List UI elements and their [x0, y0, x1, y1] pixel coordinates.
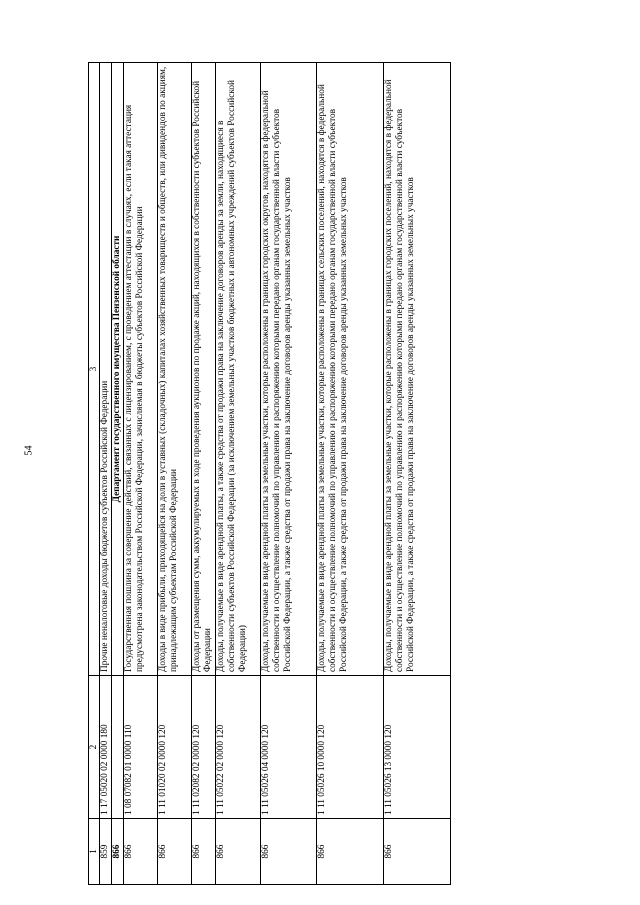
description-cell: Доходы, получаемые в виде арендной платы, а также средства от продажи права на заключение договоров аренды за земли, находящиеся в собственности субъектов Российской Федерации (за исключением земельных участков бюджетных и автономных учреждений субъектов Российской Федерации) — [216, 63, 261, 676]
table-row — [317, 63, 384, 885]
description-cell: Департамент государственного имущества Пензенской области — [112, 63, 124, 676]
description-cell: Доходы, получаемые в виде арендной платы за земельные участки, которые расположены в границах городских округов, находятся в федеральной собственности и осуществление полномочий по управлению и распоряжению которыми передано органам государственной власти субъектов Российской Федерации, а также средства от продажи права на заключение договоров аренды указанных земельных участков — [261, 63, 317, 676]
table-row — [216, 63, 261, 885]
revenue-code-cell: 1 11 05026 13 0000 120 — [384, 676, 451, 819]
header-cell: 3 — [89, 63, 100, 676]
rotated-table-container — [88, 63, 530, 885]
revenue-code-cell: 1 11 01020 02 0000 120 — [158, 676, 192, 819]
table-row — [158, 63, 192, 885]
table-row — [192, 63, 216, 885]
admin-code-cell: 866 — [192, 819, 216, 885]
revenue-code-cell: 1 11 05022 02 0000 120 — [216, 676, 261, 819]
description-cell: Доходы, получаемые в виде арендной платы за земельные участки, которые расположены в границах сельских поселений, находятся в федеральной собственности и осуществление полномочий по управлению и распоряжению которыми передано органам государственной власти субъектов Российской Федерации, а также средства от продажи права на заключение договоров аренды указанных земельных участков — [317, 63, 384, 676]
admin-code-cell: 866 — [112, 819, 124, 885]
description-cell: Доходы, получаемые в виде арендной платы за земельные участки, которые расположены в границах городских поселений, находятся в федеральной собственности и осуществление полномочий по управлению и распоряжению которыми передано органам государственной власти субъектов Российской Федерации, а также средства от продажи права на заключение договоров аренды указанных земельных участков — [384, 63, 451, 676]
table-row — [384, 63, 451, 885]
admin-code-cell: 866 — [317, 819, 384, 885]
admin-code-cell: 866 — [216, 819, 261, 885]
table-row — [124, 63, 158, 885]
revenue-code-cell: 1 11 02082 02 0000 120 — [192, 676, 216, 819]
header-cell: 1 — [89, 819, 100, 885]
department-row — [112, 63, 124, 885]
admin-code-cell: 866 — [158, 819, 192, 885]
revenue-code-cell: 1 11 05026 04 0000 120 — [261, 676, 317, 819]
admin-code-cell: 866 — [384, 819, 451, 885]
revenue-codes-table — [88, 62, 451, 885]
revenue-code-cell: 1 08 07082 01 0000 110 — [124, 676, 158, 819]
header-row — [89, 63, 100, 885]
header-cell: 2 — [89, 676, 100, 819]
revenue-code-cell — [112, 676, 124, 819]
revenue-code-cell: 1 11 05026 10 0000 120 — [317, 676, 384, 819]
admin-code-cell: 866 — [124, 819, 158, 885]
page-number: 54 — [23, 445, 35, 456]
description-cell: Государственная пошлина за совершение действий, связанных с лицензированием, с проведением аттестации в случаях, если такая аттестация предусмотрена законодательством Российской Федерации, зачисляемая в бюджеты субъектов Российской Федерации — [124, 63, 158, 676]
revenue-code-cell: 1 17 05020 02 0000 180 — [100, 676, 112, 819]
description-cell: Доходы от размещения сумм, аккумулируемых в ходе проведения аукционов по продаже акций, находящихся в собственности субъектов Российской Федерации — [192, 63, 216, 676]
admin-code-cell: 859 — [100, 819, 112, 885]
description-cell: Доходы в виде прибыли, приходящейся на доли в уставных (складочных) капиталах хозяйственных товариществ и обществ, или дивидендов по акциям, принадлежащим субъектам Российской Федерации — [158, 63, 192, 676]
table-row — [100, 63, 112, 885]
description-cell: Прочие неналоговые доходы бюджетов субъектов Российской Федерации — [100, 63, 112, 676]
table-row — [261, 63, 317, 885]
admin-code-cell: 866 — [261, 819, 317, 885]
